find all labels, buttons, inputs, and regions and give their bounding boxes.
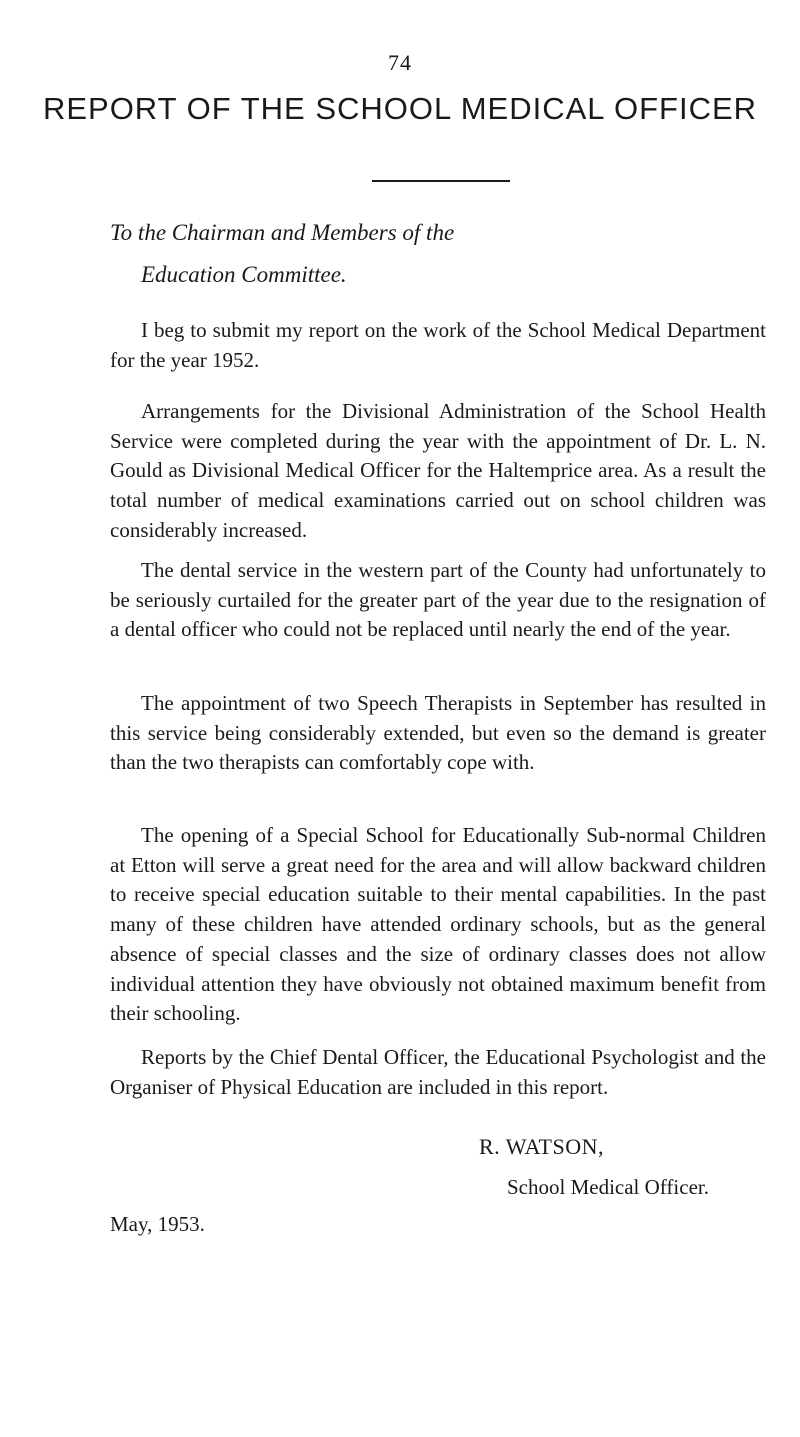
paragraph-special-school: The opening of a Special School for Educationally Sub-normal Children at Etton will serve a great need for the area and will allow backward children to receive special education suitable to their mental capabilities. In the past many of these children have attended ordinary schools, but as the general absence of special classes and the size of ordinary classes does not allow individual attention they have obviously not obtained maximum benefit from their schooling.: [110, 823, 766, 1026]
paragraph-speech-therapists: The appointment of two Speech Therapists in September has resulted in this service being considerably extended, but even so the demand is greater than the two therapists can comfortably cope with.: [110, 691, 766, 775]
report-title: REPORT OF THE SCHOOL MEDICAL OFFICER: [42, 91, 758, 126]
salutation-line-1: To the Chairman and Members of the: [110, 220, 455, 245]
title-divider: [372, 180, 510, 182]
signature-name: R. WATSON,: [479, 1134, 605, 1159]
report-date: May, 1953.: [110, 1212, 205, 1236]
signature-title: School Medical Officer.: [507, 1175, 709, 1199]
paragraph-dental-service: The dental service in the western part of the County had unfortunately to be seriously curtailed for the greater part of the year due to the resignation of a dental officer who could not be replaced until nearly the end of the year.: [110, 558, 766, 642]
page-number: 74: [388, 50, 412, 75]
paragraph-divisional-administration: Arrangements for the Divisional Administration of the School Health Service were completed during the year with the appointment of Dr. L. N. Gould as Divisional Medical Officer for the Haltemprice area. As a result the total number of medical examinations carried out on school children was considerably increased.: [110, 399, 766, 542]
paragraph-included-reports: Reports by the Chief Dental Officer, the Educational Psychologist and the Organiser of Physical Education are included in this report.: [110, 1045, 766, 1099]
salutation-line-2: Education Committee.: [141, 262, 347, 287]
paragraph-introduction: I beg to submit my report on the work of the School Medical Department for the year 1952.: [110, 318, 766, 372]
